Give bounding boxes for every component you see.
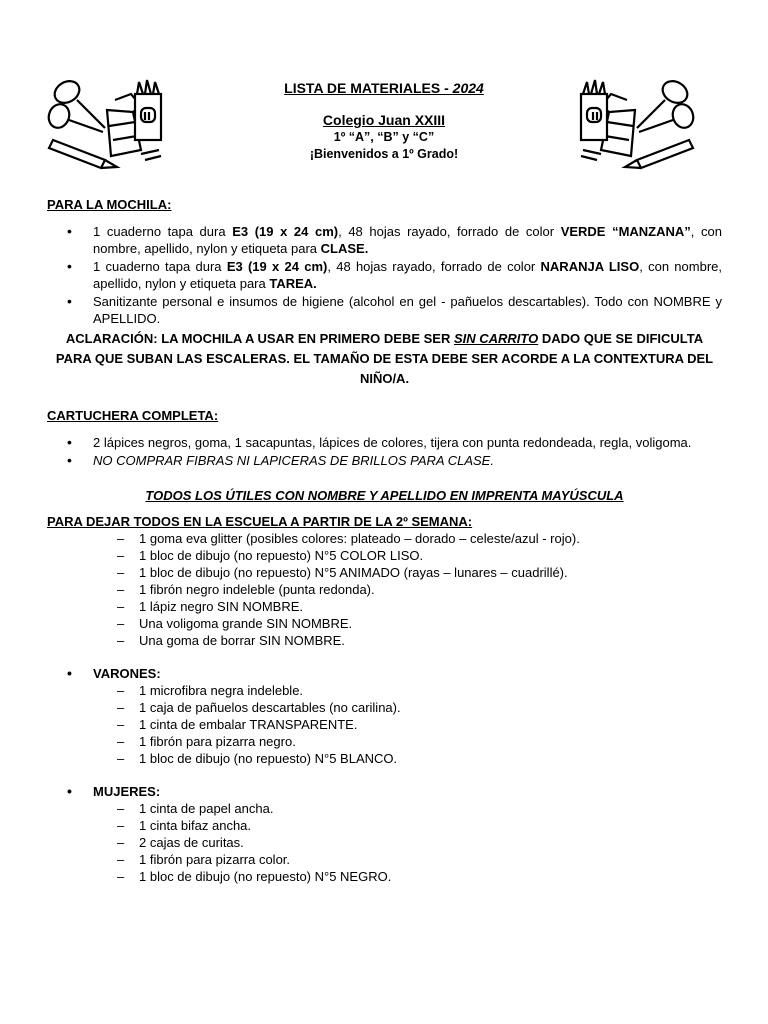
dejar-heading: PARA DEJAR TODOS EN LA ESCUELA A PARTIR DE LA 2º SEMANA: — [47, 514, 473, 529]
name-requirement-note: TODOS LOS ÚTILES CON NOMBRE Y APELLIDO EN IMPRENTA MAYÚSCULA — [145, 488, 624, 503]
list-item: – 1 fibrón negro indeleble (punta redonda). — [117, 581, 722, 598]
list-item: – 1 lápiz negro SIN NOMBRE. — [117, 598, 722, 615]
document-header — [0, 80, 768, 163]
dejar-list — [47, 530, 722, 649]
list-item: – 1 fibrón para pizarra negro. — [117, 733, 722, 750]
list-item: – 1 bloc de dibujo (no repuesto) N°5 BLANCO. — [117, 750, 722, 767]
document-body — [47, 196, 722, 885]
list-item: – 1 cinta bifaz ancha. — [117, 817, 722, 834]
list-item: • 1 cuaderno tapa dura E3 (19 x 24 cm), 48 hojas rayado, forrado de color VERDE “MANZANA”, con nombre, apellido, nylon y etiqueta para CLASE. — [47, 223, 722, 257]
list-item: – 1 caja de pañuelos descartables (no carilina). — [117, 699, 722, 716]
cartuchera-heading: CARTUCHERA COMPLETA: — [47, 408, 219, 423]
list-item: – 1 goma eva glitter (posibles colores: plateado – dorado – celeste/azul - rojo). — [117, 530, 722, 547]
list-item: • NO COMPRAR FIBRAS NI LAPICERAS DE BRILLOS PARA CLASE. — [47, 452, 722, 469]
list-item: – Una goma de borrar SIN NOMBRE. — [117, 632, 722, 649]
school-name: Colegio Juan XXIII — [322, 112, 446, 128]
list-item: – 2 cajas de curitas. — [117, 834, 722, 851]
varones-heading: • VARONES: — [47, 665, 722, 682]
list-item: – 1 bloc de dibujo (no repuesto) N°5 NEGRO. — [117, 868, 722, 885]
grade-divisions: 1º “A”, “B” y “C” — [333, 130, 435, 144]
list-item: – 1 bloc de dibujo (no repuesto) N°5 ANIMADO (rayas – lunares – cuadrillé). — [117, 564, 722, 581]
welcome-message: ¡Bienvenidos a 1º Grado! — [309, 147, 459, 161]
mochila-list — [47, 223, 722, 327]
list-item: • 1 cuaderno tapa dura E3 (19 x 24 cm), 48 hojas rayado, forrado de color NARANJA LISO, con nombre, apellido, nylon y etiqueta para TAREA. — [47, 258, 722, 292]
mujeres-heading: • MUJERES: — [47, 783, 722, 800]
varones-list — [47, 682, 722, 767]
list-item: – 1 microfibra negra indeleble. — [117, 682, 722, 699]
cartuchera-list — [47, 434, 722, 469]
list-item: – 1 bloc de dibujo (no repuesto) N°5 COLOR LISO. — [117, 547, 722, 564]
mujeres-list — [47, 800, 722, 885]
list-item: – 1 cinta de embalar TRANSPARENTE. — [117, 716, 722, 733]
list-item: – 1 cinta de papel ancha. — [117, 800, 722, 817]
list-item: • Sanitizante personal e insumos de higiene (alcohol en gel - pañuelos descartables). Todo con NOMBRE y APELLIDO. — [47, 293, 722, 327]
mochila-heading: PARA LA MOCHILA: — [47, 197, 172, 212]
list-item: – 1 fibrón para pizarra color. — [117, 851, 722, 868]
mochila-note: ACLARACIÓN: LA MOCHILA A USAR EN PRIMERO DEBE SER SIN CARRITO DADO QUE SE DIFICULTA PARA QUE SUBAN LAS ESCALERAS. EL TAMAÑO DE ESTA DEBE SER ACORDE A LA CONTEXTURA DEL NIÑO/A. — [55, 331, 714, 386]
list-item: – Una voligoma grande SIN NOMBRE. — [117, 615, 722, 632]
list-item: • 2 lápices negros, goma, 1 sacapuntas, lápices de colores, tijera con punta redondeada, regla, voligoma. — [47, 434, 722, 451]
document-title: LISTA DE MATERIALES - 2024 — [284, 80, 484, 96]
